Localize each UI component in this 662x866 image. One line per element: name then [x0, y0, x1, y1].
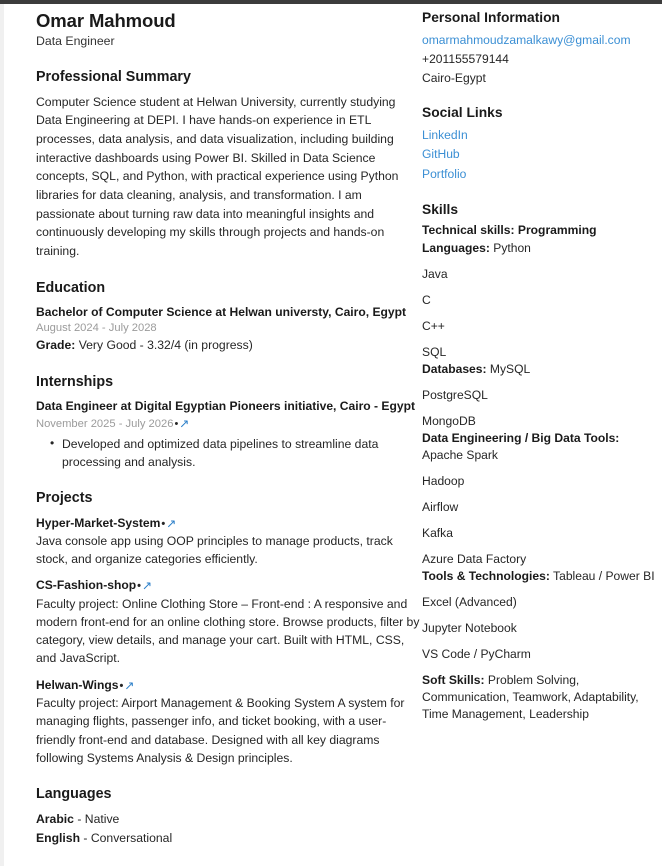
skill-item-sql: SQL: [422, 344, 447, 359]
skill-group-programming-languages: [422, 222, 662, 256]
external-link-arrow-icon[interactable]: ↗: [166, 516, 177, 531]
skill-group-label: Databases:: [422, 361, 487, 376]
section-heading-social-links: Social Links: [422, 105, 503, 121]
phone-number: +201155579144: [422, 51, 509, 66]
external-link-arrow-icon[interactable]: ↗: [124, 678, 135, 693]
skill-group-tools-technologies: [422, 568, 662, 585]
section-heading-languages: Languages: [36, 786, 112, 803]
language-name: Arabic: [36, 812, 74, 827]
skill-group-first-item: Apache Spark: [422, 447, 498, 462]
soft-skills-value: Problem Solving, Communication, Teamwork, Adaptability, Time Management, Leadership: [422, 672, 639, 721]
list-item: • Developed and optimized data pipelines to streamline data processing and analysis.: [62, 435, 420, 472]
project-description: Faculty project: Online Clothing Store – Front-end : A responsive and modern front-end for an online clothing store. Browse products, filter by category, view details, and manage your cart. Built with HTML, CSS, and JavaScript.: [36, 596, 420, 666]
skill-item-azure-data-factory: Azure Data Factory: [422, 551, 527, 566]
resume-page: [0, 4, 662, 866]
skill-item-hadoop: Hadoop: [422, 473, 465, 488]
page-title: Omar Mahmoud: [36, 10, 176, 31]
skill-group-label: Data Engineering / Big Data Tools:: [422, 430, 620, 445]
skill-item-kafka: Kafka: [422, 525, 453, 540]
skill-item-vscode-pycharm: VS Code / PyCharm: [422, 646, 531, 661]
section-heading-education: Education: [36, 279, 106, 296]
internship-role: Data Engineer at Digital Egyptian Pioneers initiative, Cairo - Egypt: [36, 399, 416, 414]
education-grade: [36, 337, 420, 355]
separator-dot: •: [161, 517, 166, 530]
location: Cairo-Egypt: [422, 70, 486, 85]
skill-group-first-item: Python: [493, 240, 531, 255]
education-date: August 2024 - July 2028: [36, 321, 157, 334]
skill-item-airflow: Airflow: [422, 499, 459, 514]
skill-group-databases: [422, 361, 662, 378]
separator-dot: •: [119, 679, 124, 692]
internship-date-row: [36, 415, 420, 433]
main-column: [0, 4, 420, 847]
project-description: Java console app using OOP principles to manage products, track stock, and organize categories efficiently.: [36, 533, 393, 567]
skill-item-cpp: C++: [422, 318, 445, 333]
section-heading-projects: Projects: [36, 490, 93, 507]
internship-date: November 2025 - July 2026: [36, 417, 174, 430]
project-item-helwan-wings: [36, 677, 420, 767]
section-heading-internships: Internships: [36, 374, 114, 391]
job-title: Data Engineer: [36, 34, 115, 49]
project-name-row: [36, 577, 420, 594]
project-description: Faculty project: Airport Management & Booking System A system for managing flights, passenger info, and ticket booking, with a user-friendly front-end and database. Designed with all key diagrams following Systems Analysis & Design principles.: [36, 695, 405, 765]
skill-group-first-item: Tableau / Power BI: [553, 568, 655, 583]
sidebar-column: [420, 4, 662, 723]
skill-group-label: Tools & Technologies:: [422, 568, 550, 583]
social-link-portfolio[interactable]: Portfolio: [422, 166, 467, 181]
summary-text: Computer Science student at Helwan University, currently studying Data Engineering at DEPI. I have hands-on experience in ETL processes, data analysis, and data visualization, including building interactive dashboards using Power BI. Skilled in Data Science concepts, SQL, and Python, with practical experience using Python libraries for data cleaning, analysis, and transformation. I am passionate about turning raw data into meaningful insights and continuously developing my skills through projects and hands-on training.: [36, 94, 399, 259]
section-heading-summary: Professional Summary: [36, 68, 191, 85]
education-entry: [36, 304, 420, 355]
email-link[interactable]: omarmahmoudzamalkawy@gmail.com: [422, 32, 631, 47]
language-item-english: [36, 829, 420, 848]
skill-item-c: C: [422, 292, 431, 307]
social-link-linkedin[interactable]: LinkedIn: [422, 127, 468, 142]
skill-item-postgresql: PostgreSQL: [422, 387, 488, 402]
project-name: CS-Fashion-shop: [36, 578, 137, 593]
separator-dot: •: [174, 417, 179, 430]
project-item-hyper-market-system: [36, 515, 420, 569]
project-name: Helwan-Wings: [36, 677, 119, 692]
skill-item-excel: Excel (Advanced): [422, 594, 517, 609]
internship-entry: [36, 398, 420, 471]
language-level: - Native: [77, 812, 120, 827]
language-name: English: [36, 830, 81, 845]
section-heading-personal-information: Personal Information: [422, 10, 560, 25]
skill-group-label: Technical skills: Programming Languages:: [422, 223, 597, 255]
skill-group-first-item: MySQL: [489, 361, 531, 376]
education-grade-value: Very Good - 3.32/4 (in progress): [78, 338, 253, 353]
skill-group-data-engineering-tools: [422, 430, 662, 464]
skill-group-soft-skills: [422, 672, 662, 724]
skill-item-mongodb: MongoDB: [422, 413, 476, 428]
language-level: - Conversational: [83, 830, 173, 845]
project-name: Hyper-Market-System: [36, 515, 161, 530]
section-heading-skills: Skills: [422, 201, 459, 217]
soft-skills-label: Soft Skills:: [422, 672, 485, 687]
header-block: [36, 10, 420, 50]
separator-dot: •: [137, 580, 141, 593]
internship-bullet-list: [36, 435, 420, 472]
skill-item-java: Java: [422, 266, 448, 281]
social-link-github[interactable]: GitHub: [422, 147, 460, 162]
project-name-row: [36, 515, 420, 532]
project-item-cs-fashion-shop: [36, 577, 420, 667]
skill-item-jupyter-notebook: Jupyter Notebook: [422, 620, 517, 635]
external-link-arrow-icon[interactable]: ↗: [179, 416, 190, 431]
language-item-arabic: [36, 810, 420, 829]
project-name-row: [36, 677, 420, 694]
external-link-arrow-icon[interactable]: ↗: [141, 578, 153, 593]
education-degree: Bachelor of Computer Science at Helwan universty, Cairo, Egypt: [36, 304, 407, 319]
education-grade-label: Grade:: [36, 338, 76, 353]
